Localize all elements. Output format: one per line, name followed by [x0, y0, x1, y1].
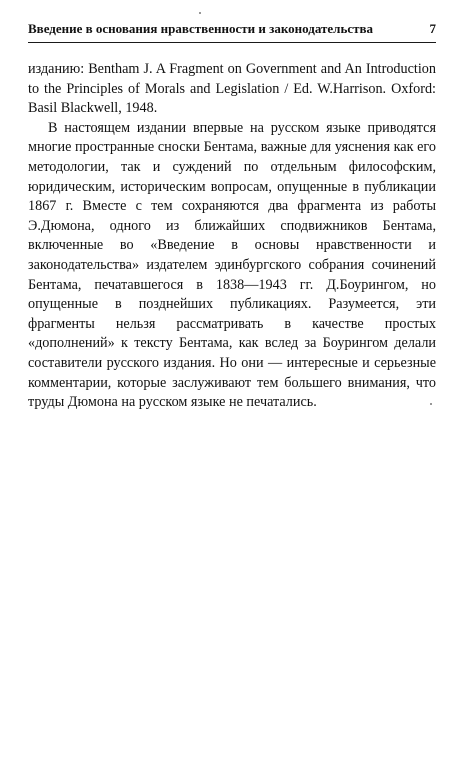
running-title: Введение в основания нравственности и законодательства	[28, 21, 373, 36]
scan-speck	[430, 403, 432, 405]
page-number: 7	[429, 21, 436, 36]
body-text	[28, 60, 436, 413]
running-header	[28, 16, 436, 43]
paragraph-main: В настоящем издании впервые на русском языке приводятся многие пространные сноски Бентама, важные для уяснения как его методологии, так и суждений по отдельным философским, юридическим, историческим вопросам, опущенные в публикации 1867 г. Вместе с тем сохраняются два фрагмента из работы Э.Дюмона, одного из ближайших сподвижников Бентама, включенные во «Введение в основы нравственности и законодательства» издателем эдинбургского собрания сочинений Бентама, печатавшегося в 1838—1943 гг. Д.Боурингом, но опущенные в позднейших публикациях. Разумеется, эти фрагменты нельзя рассматривать в качестве простых «дополнений» к тексту Бентама, как вслед за Боурингом делали составители русского издания. Но они — интересные и серьезные комментарии, которые заслуживают тем большего внимания, что труды Дюмона на русском языке не печатались.	[28, 119, 436, 411]
paragraph-continued: изданию: Bentham J. A Fragment on Government and An Introduction to the Principles of Morals and Legislation / Ed. W.Harrison. Oxford: Basil Blackwell, 1948.	[28, 61, 436, 117]
scan-speck	[199, 12, 201, 14]
